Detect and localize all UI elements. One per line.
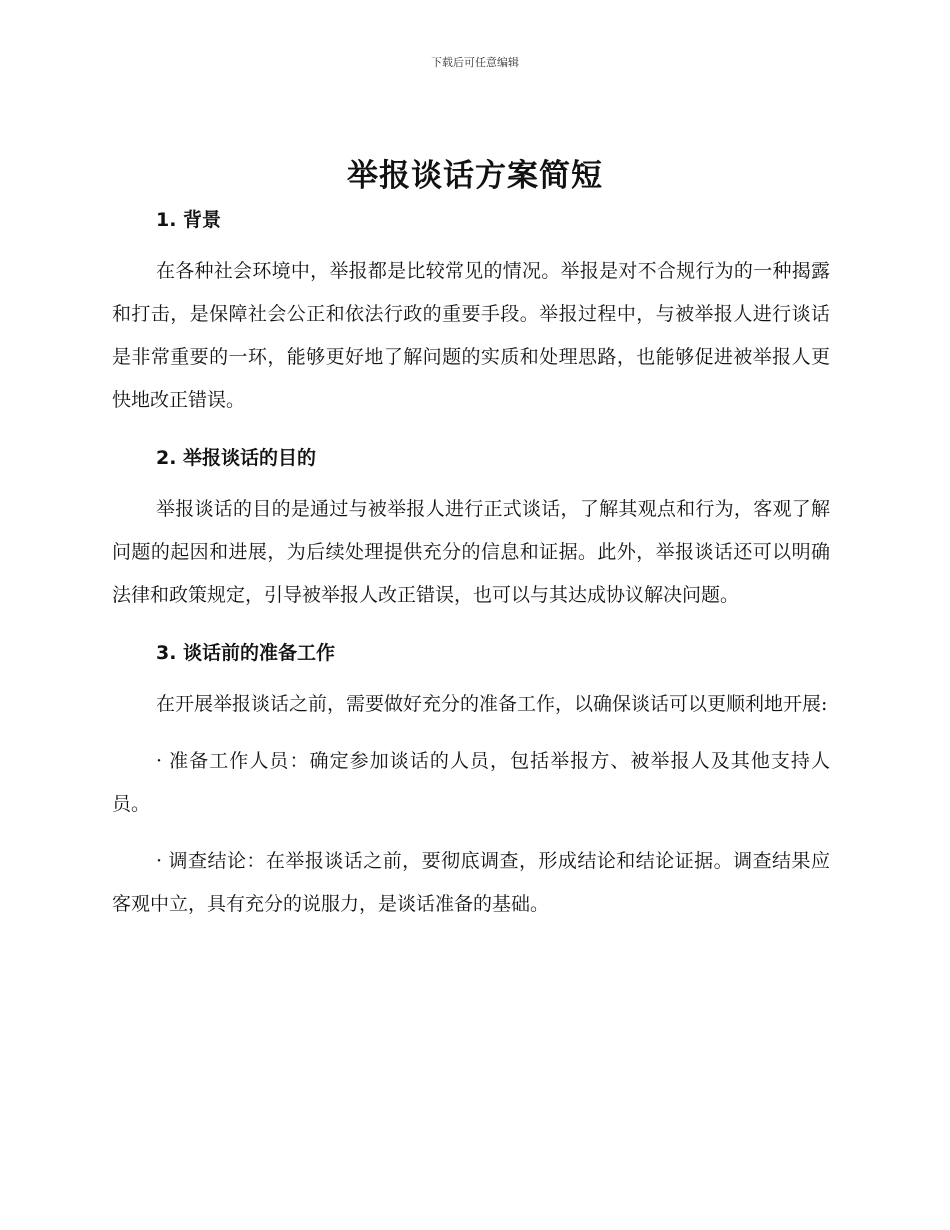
section-heading-background: 1. 背景 <box>156 209 222 231</box>
page-header: 下载后可任意编辑 <box>431 56 519 69</box>
document-body <box>112 204 830 926</box>
bullet-item: · 调查结论：在举报谈话之前，要彻底调查，形成结论和结论证据。调查结果应客观中立，具有充分的说服力，是谈话准备的基础。 <box>112 850 830 915</box>
document-title: 举报谈话方案简短 <box>347 158 603 194</box>
section-heading-preparation: 3. 谈话前的准备工作 <box>156 642 336 664</box>
section-paragraph: 在各种社会环境中，举报都是比较常见的情况。举报是对不合规行为的一种揭露和打击，是保障社会公正和依法行政的重要手段。举报过程中，与被举报人进行谈话是非常重要的一环，能够更好地了解问题的实质和处理思路，也能够促进被举报人更快地改正错误。 <box>112 260 830 411</box>
section-heading-purpose: 2. 举报谈话的目的 <box>156 447 317 469</box>
section-paragraph: 在开展举报谈话之前，需要做好充分的准备工作，以确保谈话可以更顺利地开展: <box>156 693 828 715</box>
bullet-item: · 准备工作人员：确定参加谈话的人员，包括举报方、被举报人及其他支持人员。 <box>112 750 830 815</box>
section-paragraph: 举报谈话的目的是通过与被举报人进行正式谈话，了解其观点和行为，客观了解问题的起因和进展，为后续处理提供充分的信息和证据。此外，举报谈话还可以明确法律和政策规定，引导被举报人改正错误，也可以与其达成协议解决问题。 <box>112 498 830 606</box>
